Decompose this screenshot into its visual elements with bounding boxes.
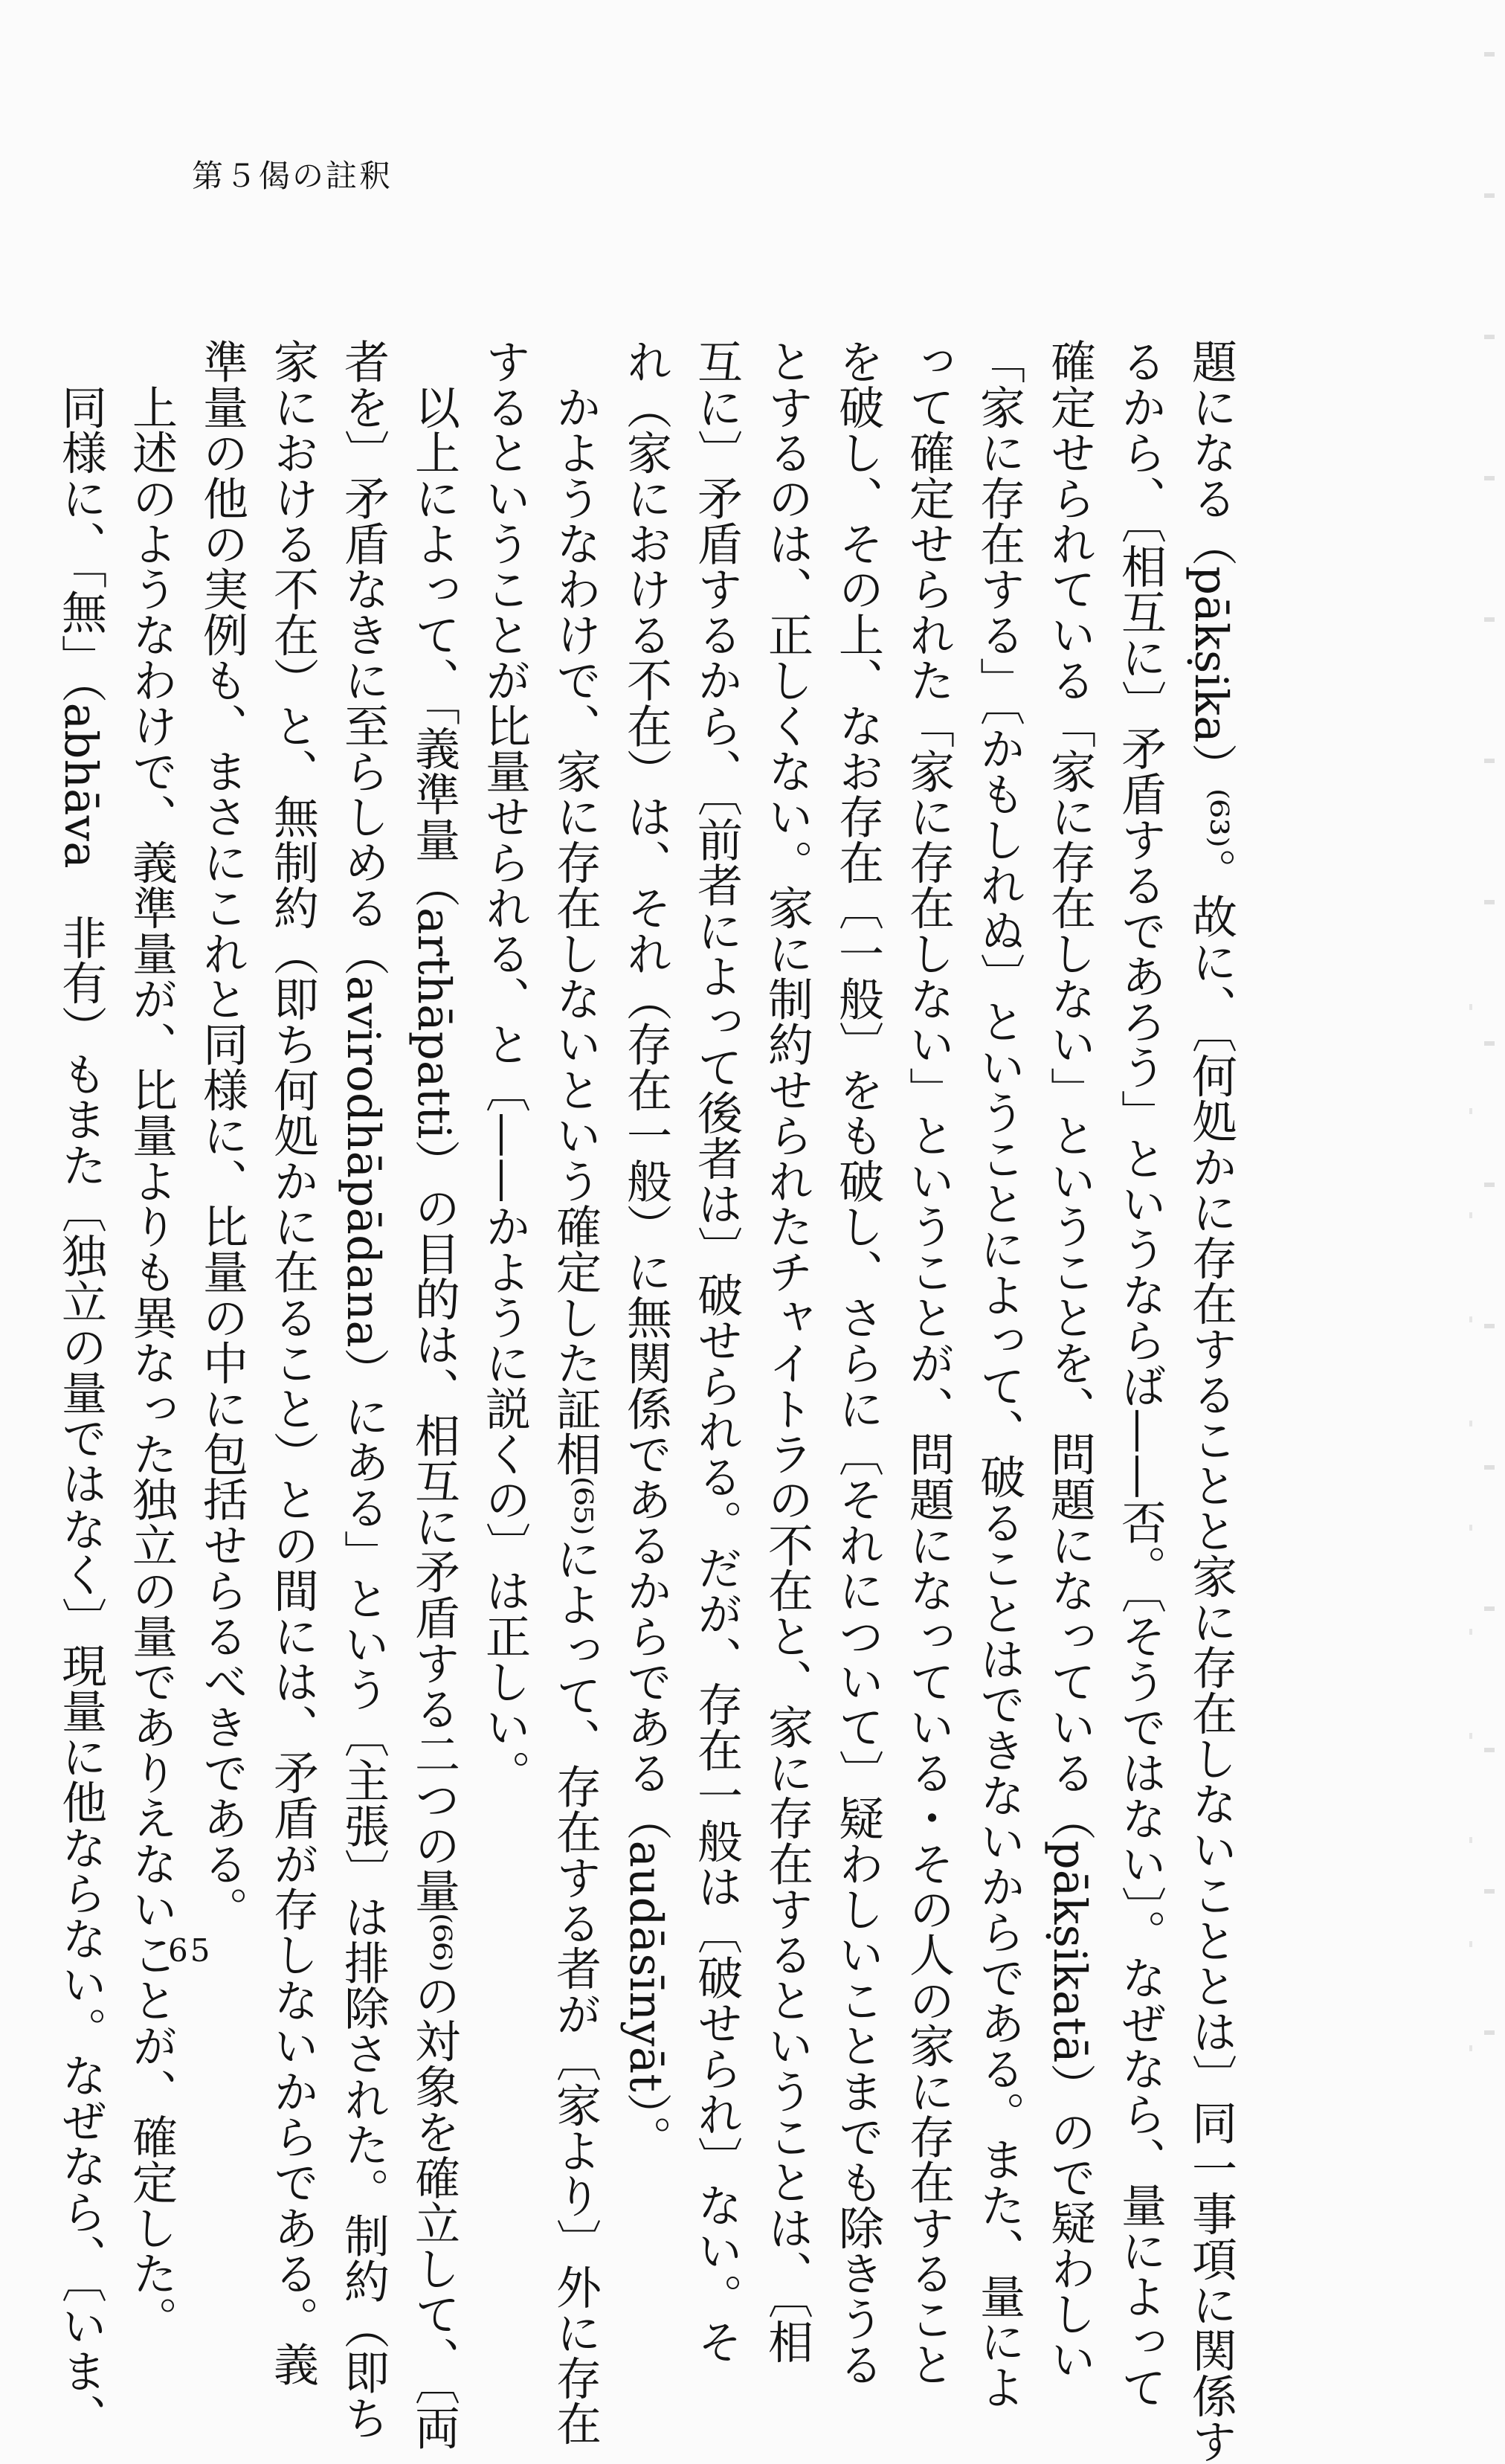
page-number: 65 [168,1932,213,1969]
text-column: かようなわけで、家に存在しないという確定した証相⁽⁶⁵⁾によって、存在する者が〔家より〕外に存在 [549,338,602,2446]
text-column: 同様に、「無」（abhāva 非有）もまた〔独立の量ではなく〕現量に他ならない。なぜなら、〔いま、 [54,338,107,2439]
text-column: 家における不在）と、無制約（即ち何処かに在ること）との間には、矛盾が存しないからである。義 [266,338,319,2387]
text-column: するということが比量せられる、と〔——かように説くの〕は正しい。 [478,338,531,1795]
text-column: 以上によって、「義準量（arthāpatti）の目的は、相互に矛盾する二つの量⁽⁶⁶⁾の対象を確立して、〔両 [407,338,460,2451]
text-column: 確定せられている「家に存在しない」ということを、問題になっている（pākṣikatā）ので疑わしい [1043,338,1096,2382]
scan-edge [1469,967,1472,2082]
text-column: 題になる（pākṣika）⁽⁶³⁾。故に、〔何処かに存在することと家に存在しないこととは〕同一事項に関係す [1185,338,1237,2464]
scan-edge [1484,0,1495,2132]
text-column: 「家に存在する」〔かもしれぬ〕ということによって、破ることはできないからである。また、量によ [973,338,1025,2410]
text-column: 互に〕矛盾するから、〔前者によって後者は〕破せられる。だが、存在一般は〔破せられ〕ない。そ [690,338,743,2364]
text-column: を破し、その上、なお存在〔一般〕をも破し、さらに〔それについて〕疑わしいことまでも除きうる [831,338,884,2387]
text-column: って確定せられた「家に存在しない」ということが、問題になっている・その人の家に存在すること [902,338,955,2387]
running-head: 第５偈の註釈 [192,158,393,194]
text-column: るから、〔相互に〕矛盾するであろう」というならば——否。〔そうではない〕。なぜなら、量によって [1114,338,1167,2410]
text-column: れ（家における不在）は、それ（存在一般）に無関係であるからである（audāsīnyāt）。 [619,338,672,2161]
text-column: とするのは、正しくない。家に制約せられたチャイトラの不在と、家に存在するということは、〔相 [761,338,813,2364]
text-column: 準量の他の実例も、まさにこれと同様に、比量の中に包括せらるべきである。 [196,338,248,1931]
text-column: 上述のようなわけで、義準量が、比量よりも異なった独立の量でありえないことが、確定した。 [125,338,178,2341]
text-column: 者を〕矛盾なきに至らしめる（avirodhāpādana）にある」という〔主張〕は排除された。制約（即ち [337,338,390,2440]
